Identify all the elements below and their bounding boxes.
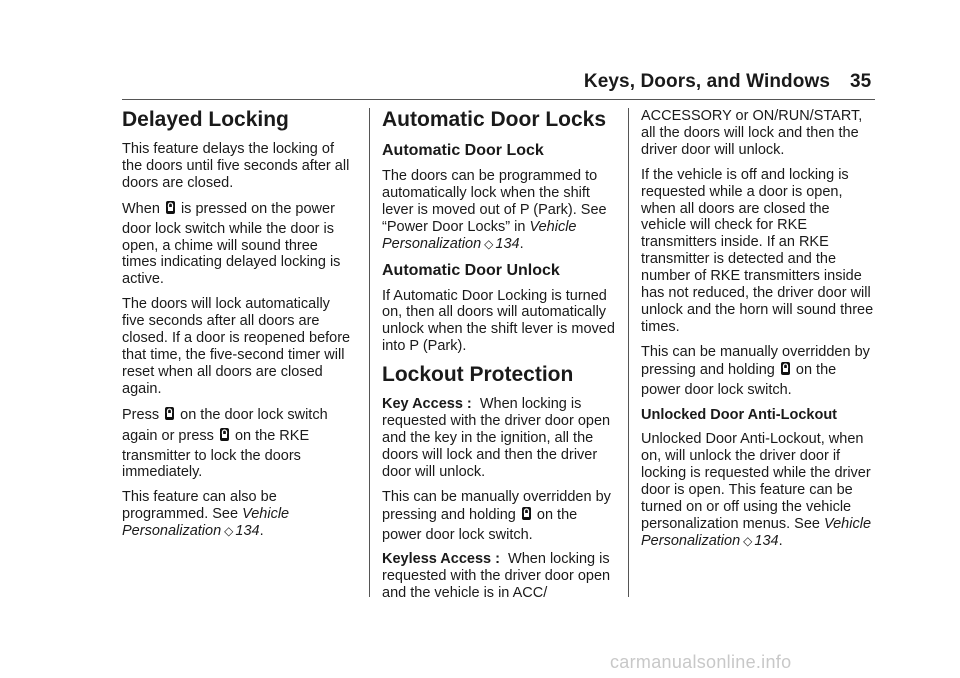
- column-divider-1: [369, 108, 370, 597]
- paragraph: This feature can also be programmed. See Vehicle Personalization ◇ 134.: [122, 489, 290, 540]
- page-number: 35: [850, 71, 872, 92]
- paragraph: Keyless Access : When locking is requested with the driver door open and the vehicle is in ACC/: [382, 551, 611, 602]
- lock-icon: [164, 406, 175, 427]
- column-1: [122, 108, 354, 548]
- page-reference[interactable]: 134: [235, 523, 260, 540]
- paragraph: Unlocked Door Anti-Lockout, when on, will unlock the driver door if locking is requested while the driver door is open. This feature can be turned on or off using the vehicle personalization menus. See Vehicle Personalization ◇ 134.: [641, 431, 872, 549]
- subheading-automatic-door-unlock: Automatic Door Unlock: [382, 261, 560, 279]
- heading-automatic-door-locks: Automatic Door Locks: [382, 108, 607, 131]
- paragraph: Key Access : When locking is requested with the driver door open and the key in the ignition, all the doors will lock and then the driver door will unlock.: [382, 396, 611, 480]
- paragraph: The doors can be programmed to automatically lock when the shift lever is moved out of P (Park). See “Power Door Locks” in Vehicle Personalization ◇ 134.: [382, 168, 607, 252]
- reference-arrow-icon: ◇: [743, 533, 753, 548]
- subheading-automatic-door-lock: Automatic Door Lock: [382, 142, 544, 159]
- lock-icon: [219, 427, 230, 448]
- reference-arrow-icon: ◇: [224, 524, 234, 539]
- paragraph: Press on the door lock switch again or press on the RKE transmitter to lock the doors immediately.: [122, 406, 328, 481]
- column-divider-2: [628, 108, 629, 597]
- page-reference[interactable]: 134: [495, 235, 520, 252]
- subheading-unlocked-door-anti-lockout: Unlocked Door Anti-Lockout: [641, 406, 838, 423]
- section-title: Keys, Doors, and Windows: [583, 71, 830, 92]
- column-3: [641, 108, 875, 558]
- paragraph: This can be manually overridden by pressing and holding on the power door lock switch.: [641, 343, 870, 398]
- paragraph: The doors will lock automatically five seconds after all doors are closed. If a door is reopened before that time, the five-second timer will reset when all doors are closed again.: [122, 296, 351, 397]
- cross-reference-link[interactable]: Vehicle Personalization: [641, 515, 872, 549]
- paragraph: This feature delays the locking of the doors until five seconds after all doors are closed.: [122, 141, 350, 191]
- paragraph: ACCESSORY or ON/RUN/START, all the doors will lock and then the driver door will unlock.: [641, 108, 863, 158]
- heading-lockout-protection: Lockout Protection: [382, 363, 574, 387]
- header-rule: [122, 99, 875, 100]
- lock-icon: [780, 361, 791, 382]
- key-access-label: Key Access :: [382, 396, 472, 413]
- paragraph: This can be manually overridden by pressing and holding on the power door lock switch.: [382, 488, 611, 543]
- paragraph: When is pressed on the power door lock switch while the door is open, a chime will sound three times indicating delayed locking is active.: [122, 200, 341, 288]
- paragraph: If Automatic Door Locking is turned on, then all doors will automatically unlock when the shift lever is moved into P (Park).: [382, 287, 615, 355]
- reference-arrow-icon: ◇: [484, 236, 494, 251]
- paragraph: If the vehicle is off and locking is requested while a door is open, when all doors are closed the vehicle will check for RKE transmitters inside. If an RKE transmitter is detected and the number of RKE transmitters inside has not reduced, the driver door will unlock and the horn will sound three times.: [641, 166, 874, 335]
- watermark: carmanualsonline.info: [610, 652, 792, 672]
- cross-reference-link[interactable]: Vehicle Personalization: [122, 506, 290, 540]
- column-2: [382, 108, 616, 610]
- lock-icon: [521, 506, 532, 527]
- keyless-access-label: Keyless Access :: [382, 551, 500, 568]
- lock-icon: [165, 200, 176, 221]
- heading-delayed-locking: Delayed Locking: [122, 108, 289, 131]
- page-reference[interactable]: 134: [754, 532, 779, 549]
- cross-reference-link[interactable]: Vehicle Personalization: [382, 218, 577, 252]
